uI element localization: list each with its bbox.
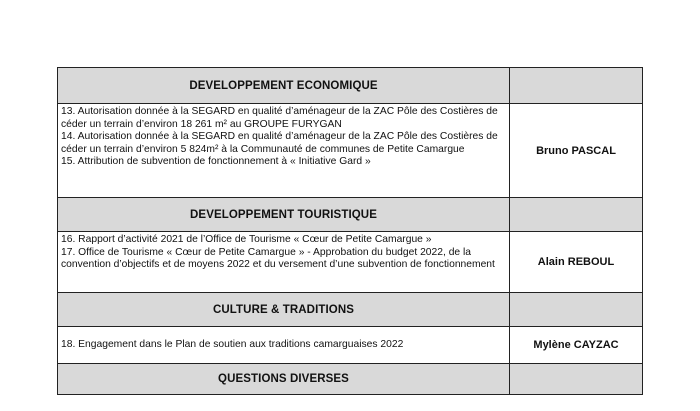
agenda-item: 13. Autorisation donnée à la SEGARD en qualité d’aménageur de la ZAC Pôle des Costières de céder un terrain d’environ 18 261 m² au GROUPE FURYGAN [61,106,498,130]
agenda-item: 15. Attribution de subvention de fonctionnement à « Initiative Gard » [61,156,371,168]
agenda-item: 16. Rapport d’activité 2021 de l’Office de Tourisme « Cœur de Petite Camargue » [61,234,432,245]
agenda-item-list [61,106,505,169]
section-header-empty-cell [510,293,643,327]
agenda-items-cell [58,104,510,198]
section-header-empty-cell [510,68,643,104]
section-title: DEVELOPPEMENT TOURISTIQUE [58,198,510,232]
section-items-row [58,232,643,293]
section-header-row [58,68,643,104]
rapporteur-name: Mylène CAYZAC [510,327,643,364]
agenda-item-list [61,234,505,272]
section-header-row [58,293,643,327]
section-header-row [58,364,643,395]
agenda-item-list [61,339,505,352]
section-title: CULTURE & TRADITIONS [58,293,510,327]
rapporteur-name: Bruno PASCAL [510,104,643,198]
section-items-row [58,104,643,198]
section-title: QUESTIONS DIVERSES [58,364,510,395]
agenda-item: 14. Autorisation donnée à la SEGARD en qualité d’aménageur de la ZAC Pôle des Costières de céder un terrain d’environ 5 824m² à la Communauté de communes de Petite Camargue [61,131,498,155]
agenda-items-cell [58,327,510,364]
agenda-item: 18. Engagement dans le Plan de soutien aux traditions camarguaises 2022 [61,339,404,351]
section-items-row [58,327,643,364]
section-header-empty-cell [510,198,643,232]
agenda-table [57,67,643,395]
rapporteur-name: Alain REBOUL [510,232,643,293]
agenda-item: 17. Office de Tourisme « Cœur de Petite Camargue » - Approbation du budget 2022, de la convention d’objectifs et de moyens 2022 et du versement d’une subvention de fonctionnement [61,246,495,271]
section-header-empty-cell [510,364,643,395]
agenda-items-cell [58,232,510,293]
section-title: DEVELOPPEMENT ECONOMIQUE [58,68,510,104]
section-header-row [58,198,643,232]
